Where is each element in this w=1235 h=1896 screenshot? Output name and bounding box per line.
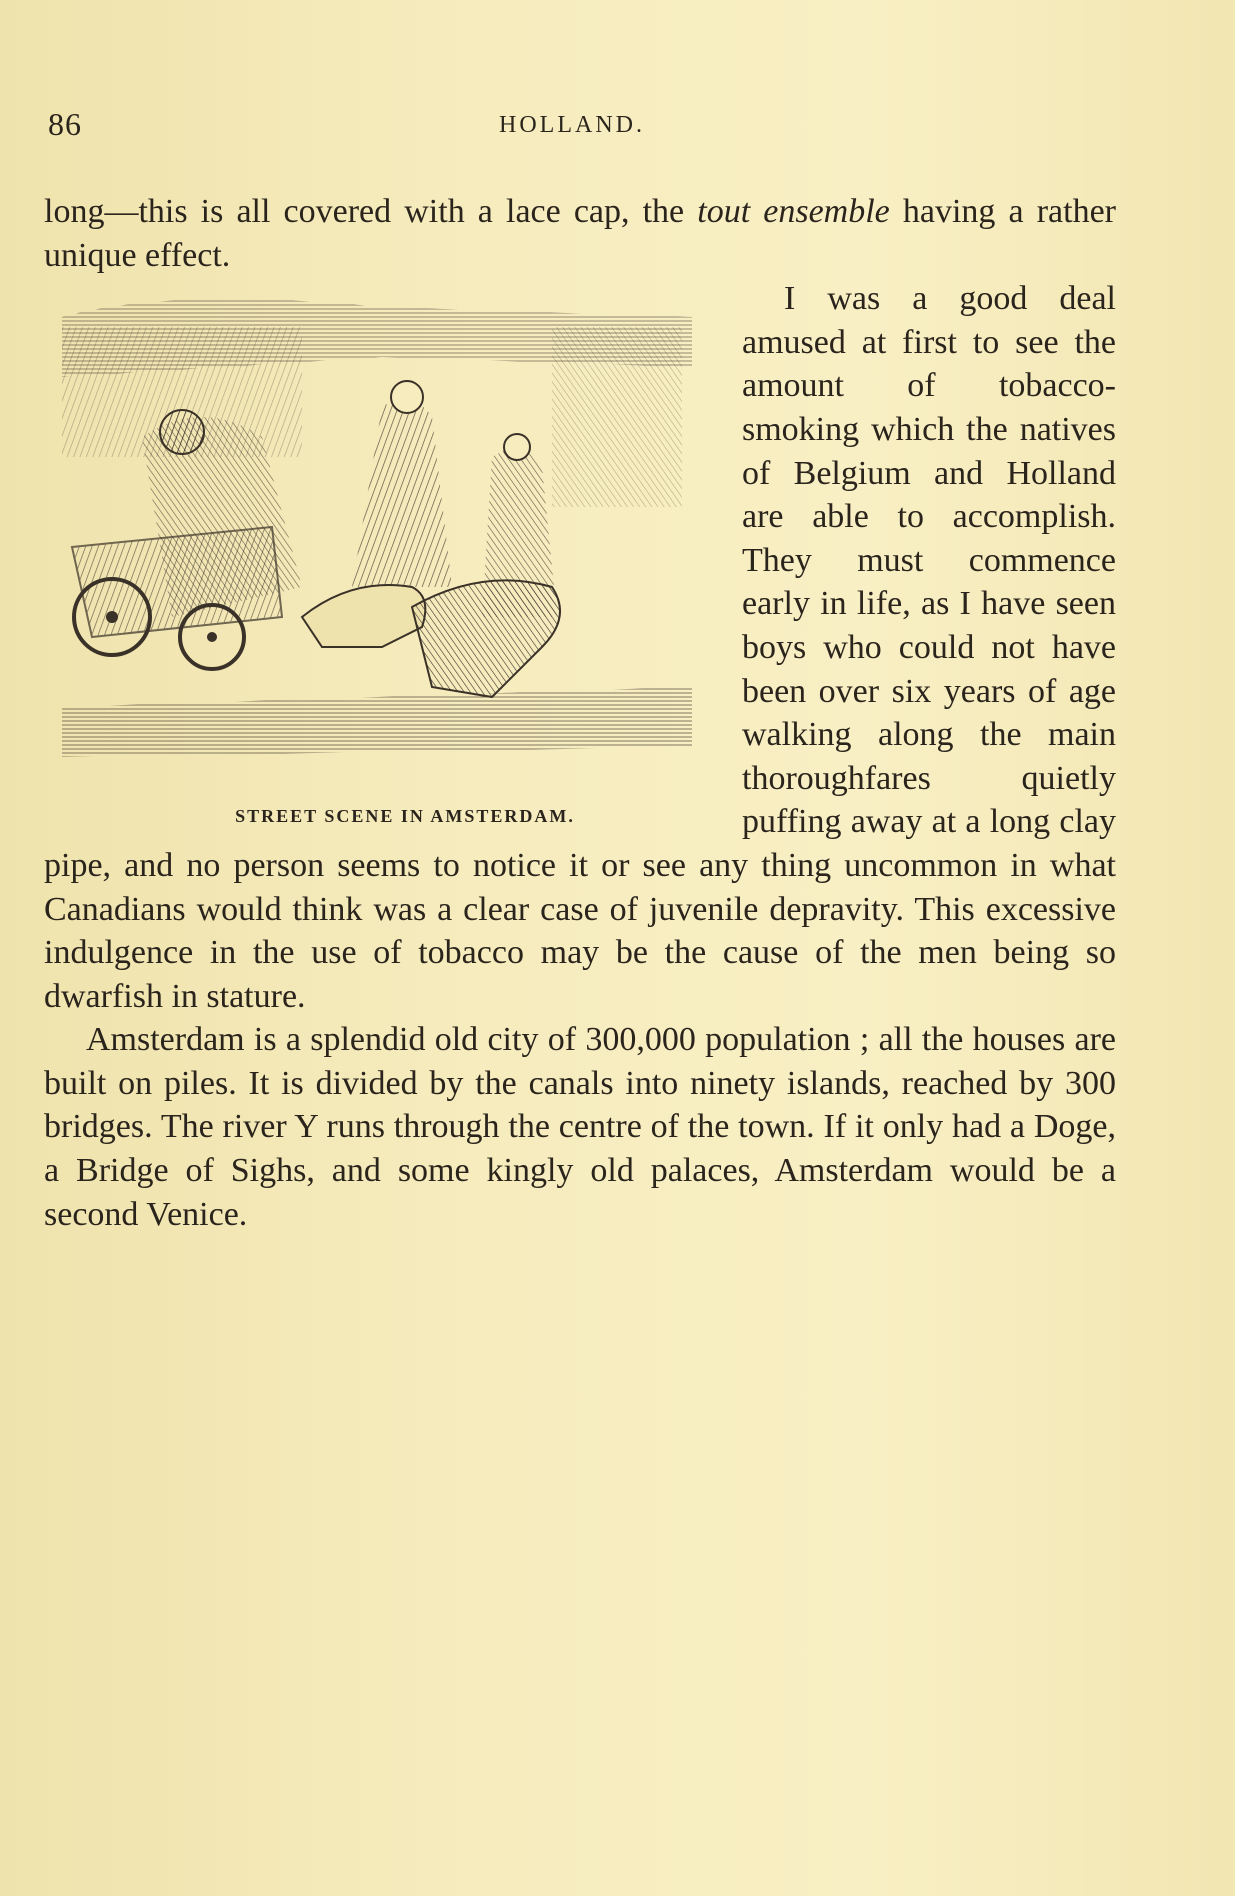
paragraph-1-text-a: long—this is all covered with a lace cap, the [44, 193, 698, 230]
engraving-illustration [52, 287, 712, 787]
running-head: HOLLAND. [499, 112, 645, 138]
paragraph-1 [44, 190, 1116, 277]
paragraph-1-text-b: having a rather unique effect. [44, 193, 1116, 274]
page-number: 86 [48, 106, 82, 142]
page-header [48, 106, 1175, 146]
body-text [44, 190, 1116, 1236]
paragraph-3: Amsterdam is a splendid old city of 300,000 population ; all the houses are built on piles. It is divided by the canals into ninety islands, reached by 300 bridges. The river Y runs through the centre of the town. If it only had a Doge, a Bridge of Sighs, and some kingly old palaces, Amsterdam would be a second Venice. [44, 1021, 1116, 1233]
figure-caption: STREET SCENE IN AMSTERDAM. [235, 806, 575, 827]
paragraph-2-text: I was a good deal amused at first to see the amount of tobacco-smoking which the natives of Belgium and Holland are able to accomplish. They must commence early in life, as I have seen boys who could not have been over six years of age walking along the main thoroughfares quietly puffing away at a long clay pipe, and no person seems to notice it or see any thing uncommon in what Canadians would think was a clear case of juvenile depravity. This excessive indulgence in the use of tobacco may be the cause of the men being so dwarfish in stature. [44, 280, 1116, 1015]
paragraph-2 [44, 277, 1116, 1018]
paragraph-1-italic: tout ensemble [697, 193, 890, 230]
street-scene-engraving [44, 277, 724, 829]
